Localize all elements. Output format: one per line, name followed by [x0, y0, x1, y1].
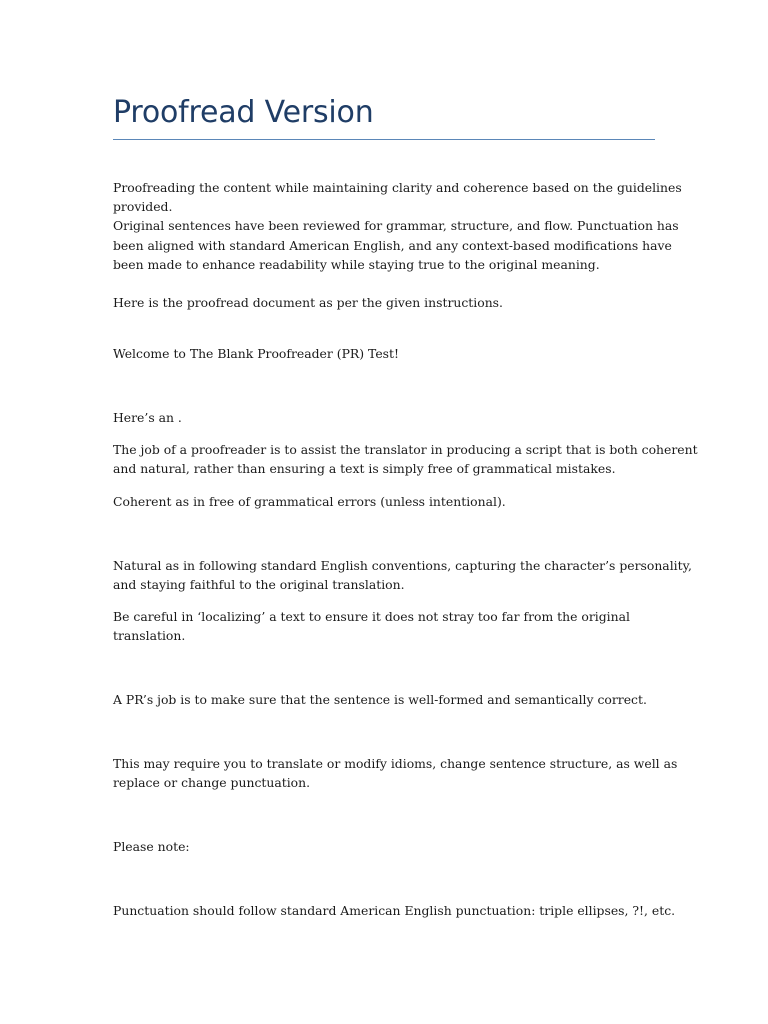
paragraph	[113, 440, 698, 478]
paragraph	[113, 492, 661, 511]
paragraph	[113, 556, 692, 594]
text-line: translation.	[113, 628, 186, 644]
text-line: been aligned with standard American English, and any context-based modifications have	[113, 237, 672, 253]
paragraph	[113, 754, 678, 792]
text-line: Coherent as in free of grammatical errors (unless intentional).	[113, 494, 506, 509]
text-line: Be careful in ‘localizing’ a text to ensure it does not stray too far from the original	[113, 609, 630, 624]
paragraph	[113, 408, 661, 427]
text-line: This may require you to translate or modify idioms, change sentence structure, as well as	[113, 756, 678, 771]
paragraph	[113, 607, 661, 645]
paragraph	[113, 901, 676, 920]
intro-paragraph	[113, 178, 682, 274]
text-line: and staying faithful to the original translation.	[113, 577, 405, 593]
text-line: Please note:	[113, 839, 190, 854]
text-line: replace or change punctuation.	[113, 775, 311, 791]
text-line: The job of a proofreader is to assist the translator in producing a script that is both coherent	[113, 442, 698, 457]
text-line: Original sentences have been reviewed for grammar, structure, and flow. Punctuation has	[113, 218, 679, 234]
paragraph	[113, 837, 661, 856]
title-underline	[113, 139, 655, 140]
text-line: Here is the proofread document as per the given instructions.	[113, 295, 503, 310]
text-line: been made to enhance readability while staying true to the original meaning.	[113, 256, 600, 272]
paragraph	[113, 344, 661, 363]
text-line: A PR’s job is to make sure that the sentence is well-formed and semantically correct.	[113, 692, 647, 707]
text-line: Welcome to The Blank Proofreader (PR) Test!	[113, 346, 399, 361]
paragraph	[113, 690, 661, 709]
paragraph	[113, 293, 661, 312]
text-line: and natural, rather than ensuring a text is simply free of grammatical mistakes.	[113, 461, 616, 477]
text-line: Here’s an .	[113, 410, 182, 425]
page-title: Proofread Version	[113, 95, 374, 130]
text-line: Proofreading the content while maintaining clarity and coherence based on the guidelines	[113, 180, 682, 195]
text-line: Punctuation should follow standard American English punctuation: triple ellipses, ?!, etc.	[113, 903, 676, 918]
text-line: Natural as in following standard English conventions, capturing the character’s personality,	[113, 558, 692, 573]
text-line: provided.	[113, 199, 173, 215]
